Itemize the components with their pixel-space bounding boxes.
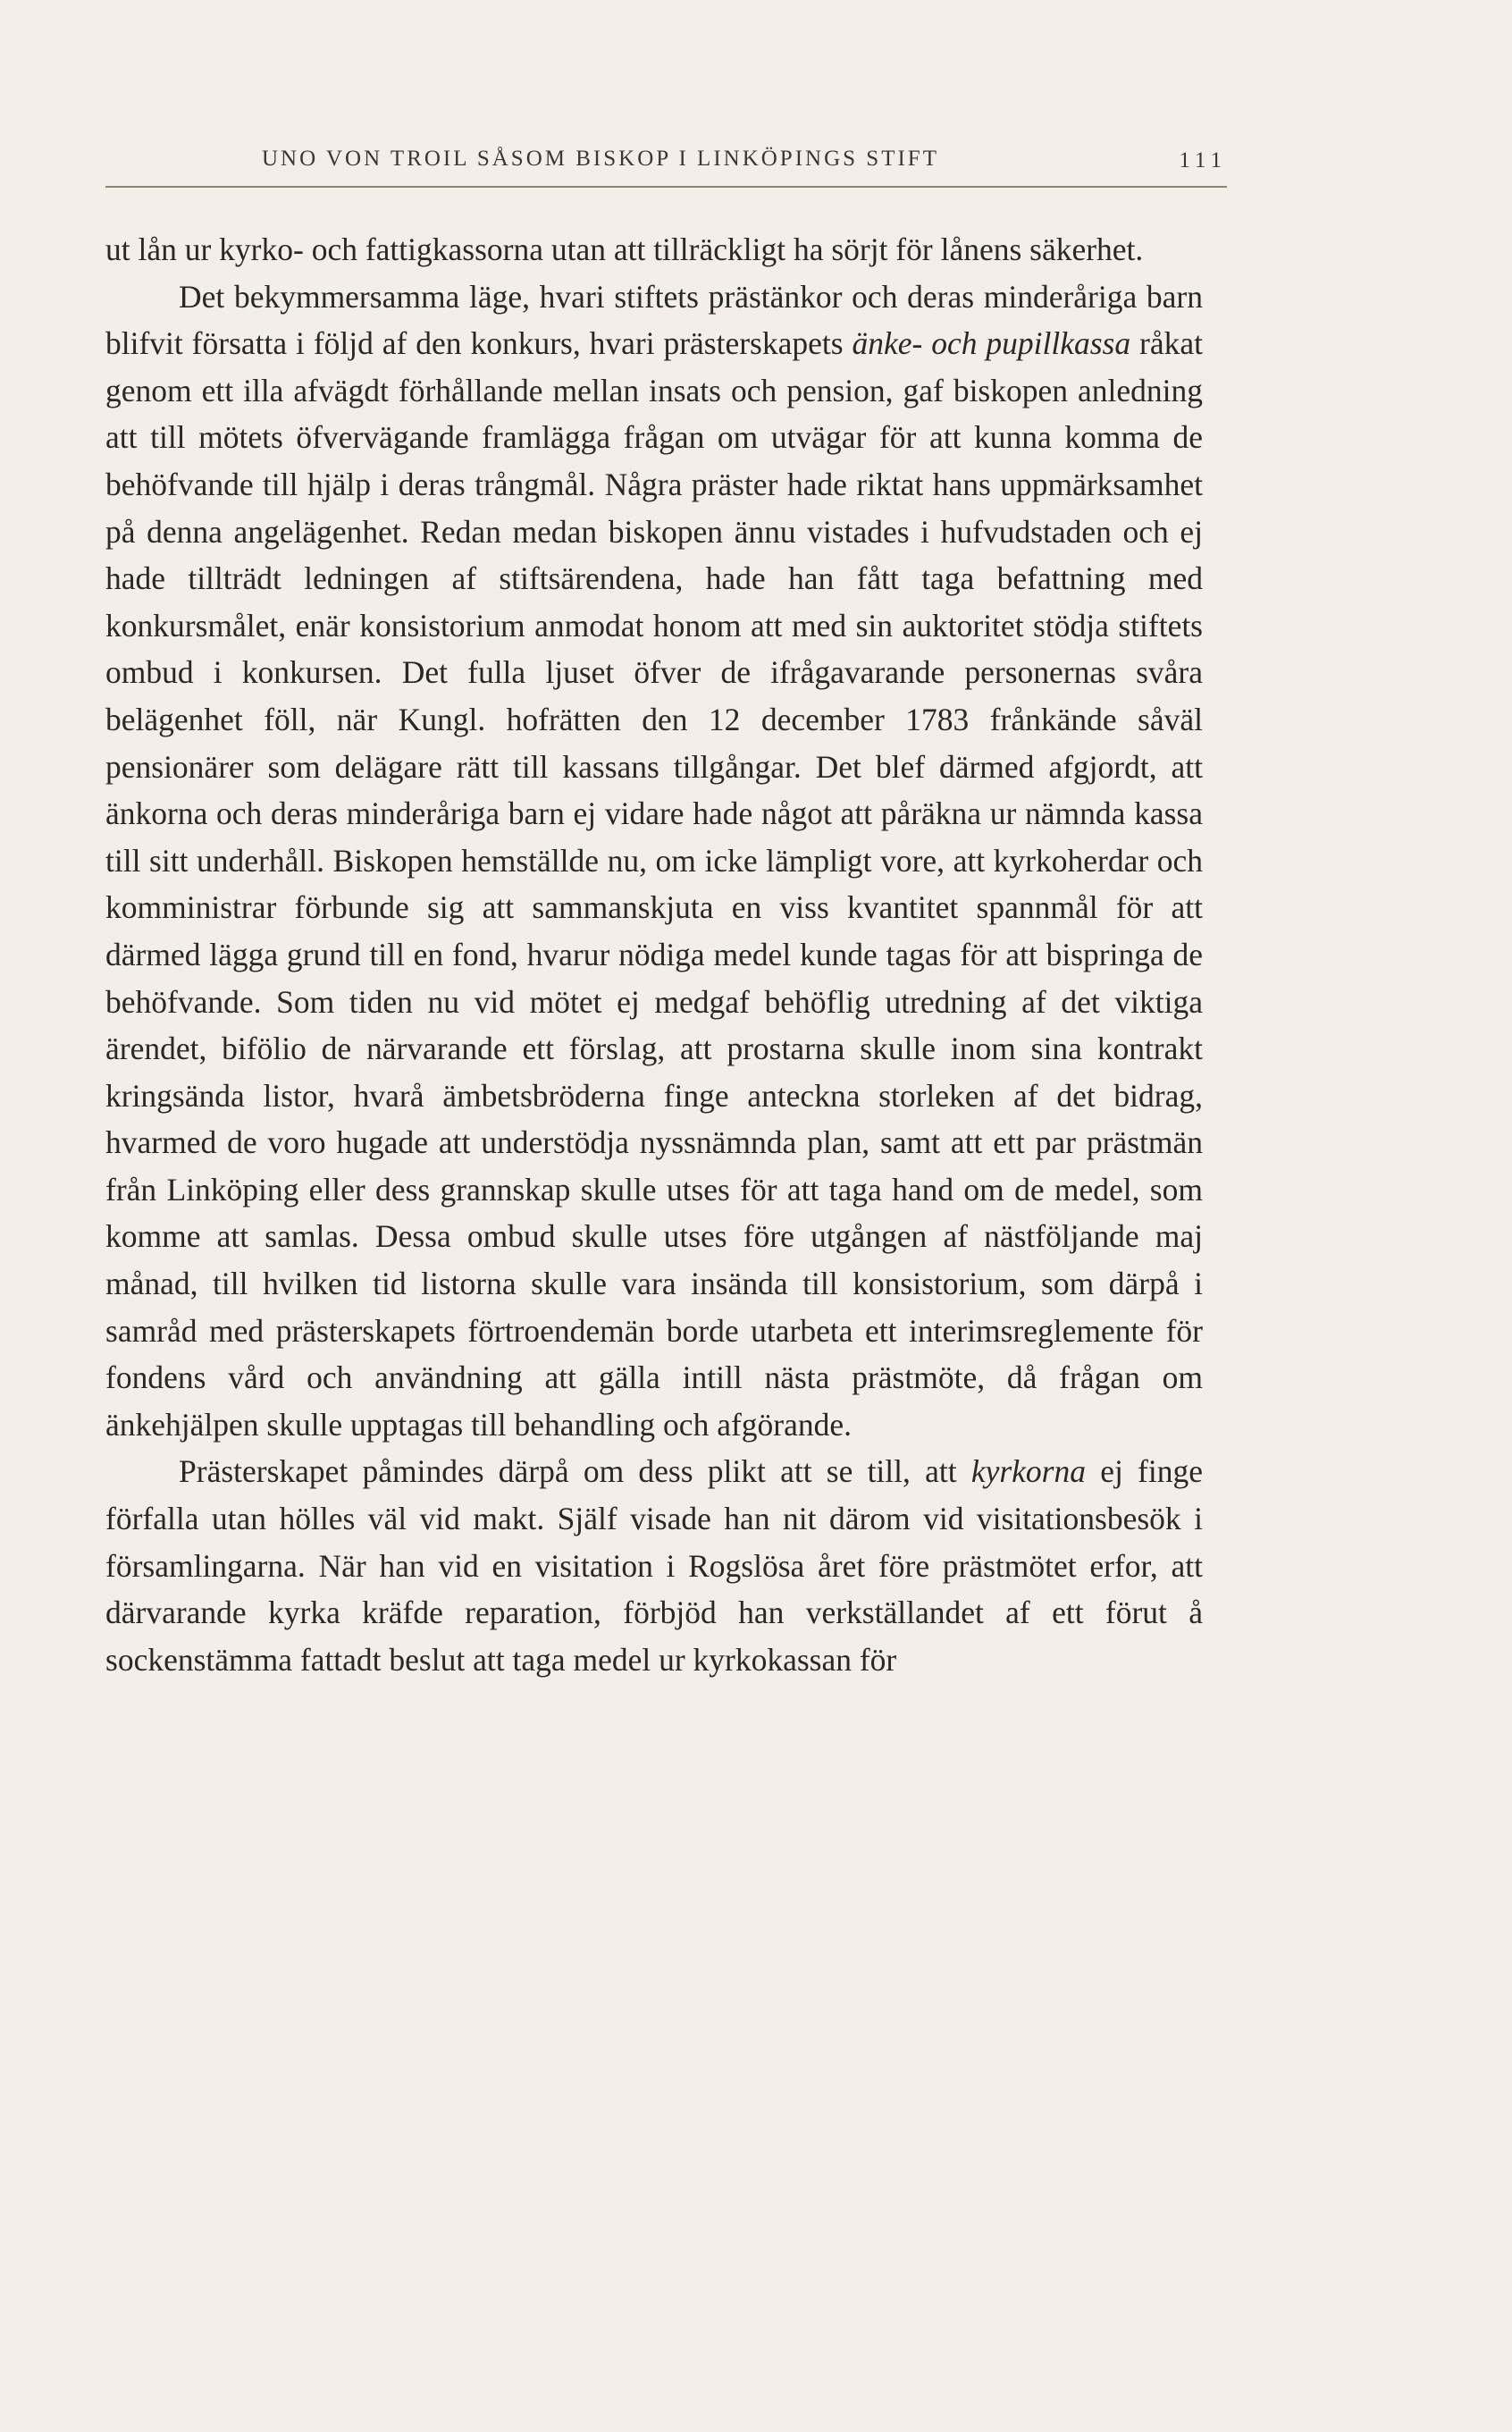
page-number: 111	[1179, 148, 1227, 173]
paragraph-2-text-b: råkat genom ett illa afvägdt förhållande mellan insats och pension, gaf biskopen anledning att till mötets öfvervägande framlägga frågan om utvägar för att kunna komma de behöfvande till hjälp i deras trångmål. Några präster hade riktat hans uppmärksamhet på denna angelägenhet. Redan medan biskopen ännu vistades i hufvudstaden och ej hade tillträdt ledningen af stiftsärendena, hade han fått taga befattning med konkursmålet, enär konsistorium anmodat honom att med sin auktoritet stödja stiftets ombud i konkursen. Det fulla ljuset öfver de ifrågavarande personernas svåra belägenhet föll, när Kungl. hofrätten den 12 december 1783 frånkände såväl pensionärer som delägare rätt till kassans tillgångar. Det blef därmed afgjordt, att änkorna och deras minderåriga barn ej vidare hade något att påräkna ur nämnda kassa till sitt underhåll. Biskopen hemställde nu, om icke lämpligt vore, att kyrkoherdar och komministrar förbunde sig att sammanskjuta en viss kvantitet spannmål för att därmed lägga grund till en fond, hvarur nödiga medel kunde tagas för att bispringa de behöfvande. Som tiden nu vid mötet ej medgaf behöflig utredning af det viktiga ärendet, bifölio de närvarande ett förslag, att prostarna skulle inom sina kontrakt kringsända listor, hvarå ämbetsbröderna finge anteckna storleken af det bidrag, hvarmed de voro hugade att understödja nyssnämnda plan, samt att ett par prästmän från Linköping eller dess grannskap skulle utses för att taga hand om de medel, som komme att samlas. Dessa ombud skulle utses före utgången af nästföljande maj månad, till hvilken tid listorna skulle vara insända till konsistorium, som därpå i samråd med prästerskapets förtroendemän borde utarbeta ett interimsreglemente för fondens vård och användning att gälla intill nästa prästmöte, då frågan om änkehjälpen skulle upptagas till behandling och afgörande.	[105, 325, 1204, 1443]
paragraph-1	[105, 226, 1203, 273]
paragraph-2-text-a: Det bekymmersamma läge, hvari stiftets prästänkor och deras minderåriga barn blifvit försatta i följd af den konkurs, hvari prästerskapets	[105, 278, 1203, 362]
paragraph-1-text: ut lån ur kyrko- och fattigkassorna utan att tillräckligt ha sörjt för lånens säkerhet.	[105, 231, 1144, 267]
running-head: UNO VON TROIL SÅSOM BISKOP I LINKÖPINGS STIFT	[262, 147, 939, 171]
paragraph-3-italic-term: kyrkorna	[970, 1453, 1086, 1490]
page-header	[105, 141, 1227, 188]
paragraph-3-text-a: Prästerskapet påmindes därpå om dess plikt att se till, att	[179, 1453, 971, 1490]
paragraph-2-italic-term: änke- och pupillkassa	[852, 325, 1131, 362]
paragraph-2	[105, 273, 1203, 1449]
paragraph-3-text-b: ej finge förfalla utan hölles väl vid makt. Själf visade han nit därom vid visitationsbesök i församlingarna. När han vid en visitation i Rogslösa året före prästmötet erfor, att därvarande kyrka kräfde reparation, förbjöd han verkställandet af ett förut å sockenstämma fattadt beslut att taga medel ur kyrkokassan för	[105, 1453, 1203, 1678]
paragraph-3	[105, 1448, 1203, 1683]
body-text	[105, 226, 1203, 1683]
